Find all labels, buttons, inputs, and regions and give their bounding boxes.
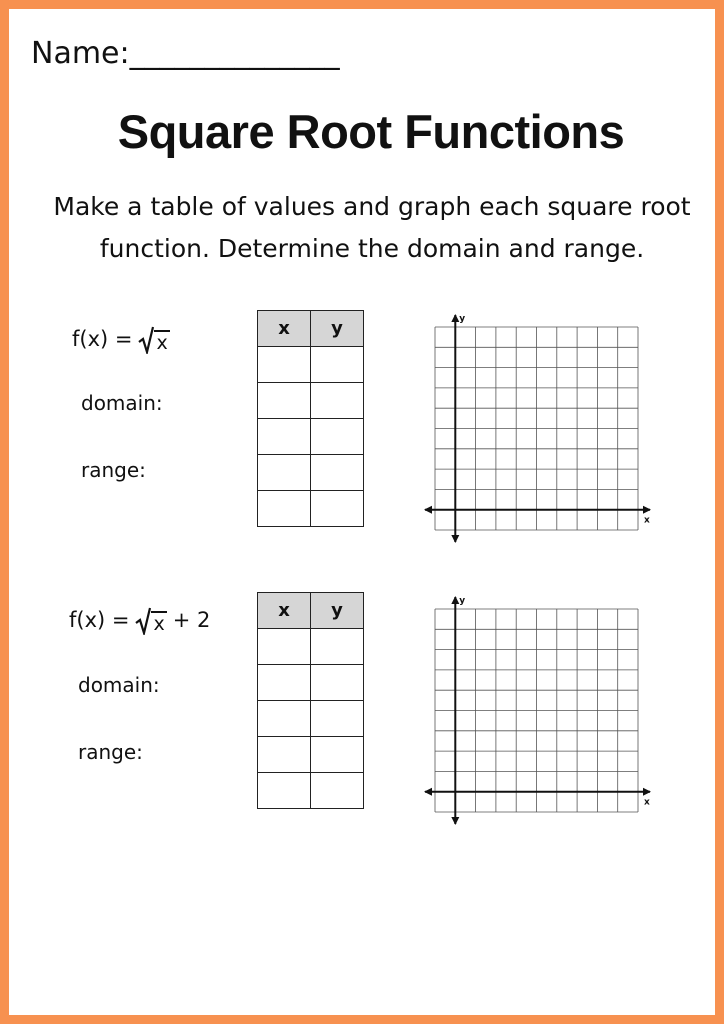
- table-row: [258, 737, 364, 773]
- table-row: [258, 665, 364, 701]
- function-prefix: f(x) =: [69, 608, 130, 632]
- y-value-cell[interactable]: [311, 419, 364, 455]
- y-axis-up-arrow-icon: [451, 596, 459, 604]
- function-label-2: [69, 604, 210, 636]
- column-header-y: y: [311, 593, 364, 629]
- range-label-1: range:: [81, 458, 146, 482]
- x-axis-right-arrow-icon: [643, 788, 651, 796]
- x-value-cell[interactable]: [258, 491, 311, 527]
- y-value-cell[interactable]: [311, 665, 364, 701]
- x-value-cell[interactable]: [258, 419, 311, 455]
- radicand: x: [156, 332, 168, 354]
- column-header-x: x: [258, 311, 311, 347]
- y-value-cell[interactable]: [311, 629, 364, 665]
- table-row: [258, 419, 364, 455]
- x-value-cell[interactable]: [258, 347, 311, 383]
- radical-sign-icon: [135, 605, 151, 635]
- y-axis-label: y: [459, 596, 466, 606]
- y-value-cell[interactable]: [311, 347, 364, 383]
- x-value-cell[interactable]: [258, 629, 311, 665]
- y-value-cell[interactable]: [311, 455, 364, 491]
- y-value-cell[interactable]: [311, 701, 364, 737]
- name-field[interactable]: Name:______________: [31, 36, 340, 71]
- y-value-cell[interactable]: [311, 383, 364, 419]
- x-axis-label: x: [644, 515, 650, 526]
- radical-sign-icon: [138, 324, 154, 354]
- y-value-cell[interactable]: [311, 737, 364, 773]
- table-body: [258, 629, 364, 809]
- x-value-cell[interactable]: [258, 737, 311, 773]
- x-value-cell[interactable]: [258, 665, 311, 701]
- table-body: [258, 347, 364, 527]
- function-prefix: f(x) =: [72, 327, 133, 351]
- y-value-cell[interactable]: [311, 773, 364, 809]
- y-axis-down-arrow-icon: [451, 535, 459, 543]
- y-value-cell[interactable]: [311, 491, 364, 527]
- y-axis-up-arrow-icon: [451, 314, 459, 322]
- function-suffix: + 2: [172, 608, 211, 632]
- table-header-row: [258, 311, 364, 347]
- values-table-1: [257, 310, 364, 527]
- range-label-2: range:: [78, 740, 143, 764]
- radicand: x: [153, 613, 165, 635]
- y-axis-label: y: [459, 314, 466, 324]
- x-axis-right-arrow-icon: [643, 506, 651, 514]
- table-row: [258, 491, 364, 527]
- square-root-expression: [135, 605, 166, 635]
- x-axis-label: x: [644, 797, 650, 808]
- coordinate-grid-2: [405, 589, 655, 829]
- page-title: Square Root Functions: [117, 105, 625, 158]
- instructions-line-2: function. Determine the domain and range.: [99, 234, 645, 263]
- x-value-cell[interactable]: [258, 383, 311, 419]
- instructions-line-1: Make a table of values and graph each square root: [53, 192, 691, 221]
- table-row: [258, 383, 364, 419]
- x-axis-left-arrow-icon: [424, 788, 432, 796]
- table-row: [258, 455, 364, 491]
- x-axis-left-arrow-icon: [424, 506, 432, 514]
- y-axis-down-arrow-icon: [451, 817, 459, 825]
- table-row: [258, 701, 364, 737]
- column-header-y: y: [311, 311, 364, 347]
- values-table-2: [257, 592, 364, 809]
- domain-label-2: domain:: [78, 673, 160, 697]
- square-root-expression: [138, 324, 169, 354]
- table-header-row: [258, 593, 364, 629]
- coordinate-grid-1: [405, 307, 655, 547]
- x-value-cell[interactable]: [258, 701, 311, 737]
- table-row: [258, 629, 364, 665]
- grid-lines: [435, 327, 638, 530]
- domain-label-1: domain:: [81, 391, 163, 415]
- instructions: [31, 186, 713, 270]
- column-header-x: x: [258, 593, 311, 629]
- x-value-cell[interactable]: [258, 455, 311, 491]
- grid-lines: [435, 609, 638, 812]
- table-row: [258, 347, 364, 383]
- table-row: [258, 773, 364, 809]
- function-label-1: [72, 323, 176, 355]
- x-value-cell[interactable]: [258, 773, 311, 809]
